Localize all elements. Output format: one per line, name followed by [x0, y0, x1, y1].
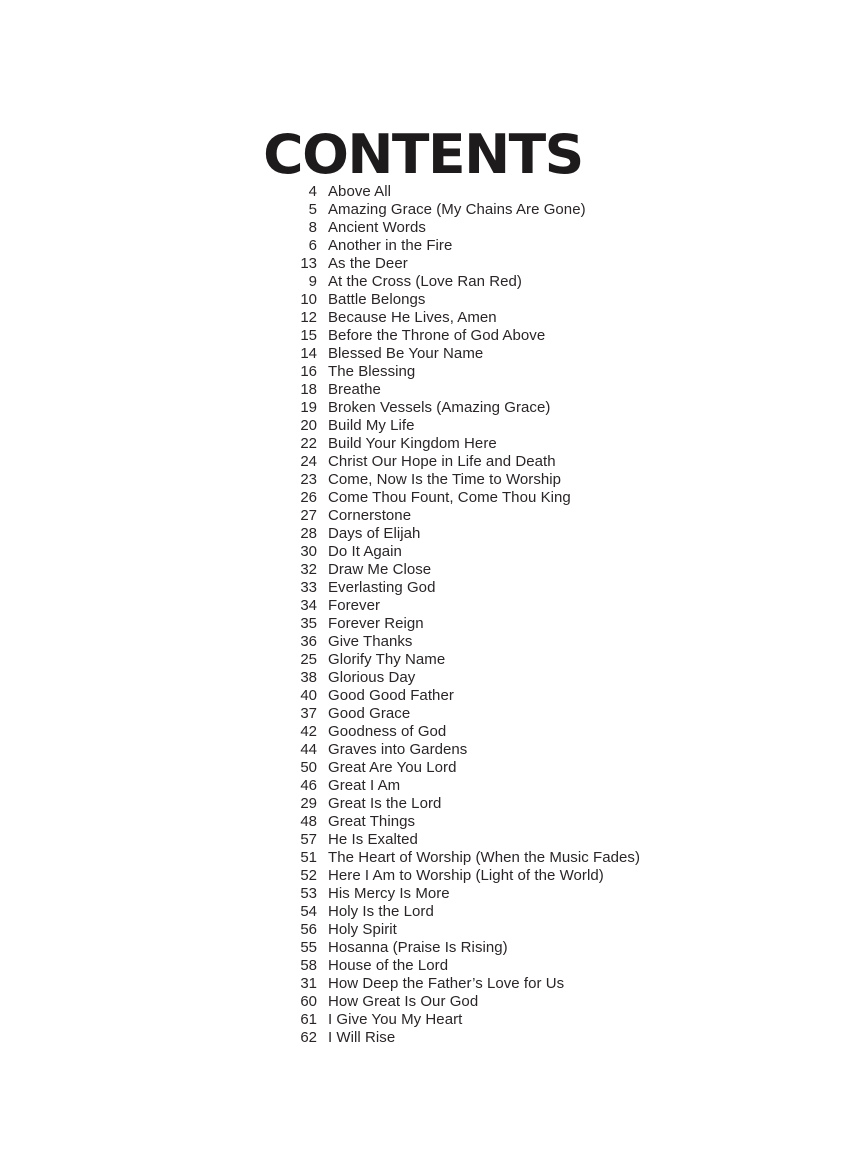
toc-song-title: As the Deer	[328, 255, 408, 272]
toc-page-number: 13	[300, 255, 317, 272]
toc-entry	[280, 345, 640, 363]
toc-page-number: 44	[300, 741, 317, 758]
toc-entry	[280, 399, 640, 417]
toc-song-title: How Deep the Father’s Love for Us	[328, 975, 565, 992]
toc-song-title: Come, Now Is the Time to Worship	[328, 471, 562, 488]
toc-song-title: Before the Throne of God Above	[328, 327, 546, 344]
toc-entry	[280, 993, 640, 1011]
toc-page-number: 5	[308, 201, 317, 218]
toc-song-title: Do It Again	[328, 543, 402, 560]
toc-entry	[280, 903, 640, 921]
toc-page-number: 6	[308, 237, 317, 254]
toc-song-title: Hosanna (Praise Is Rising)	[328, 939, 508, 956]
toc-song-title: Cornerstone	[328, 507, 412, 524]
toc-page-number: 50	[300, 759, 317, 776]
toc-page-number: 48	[300, 813, 317, 830]
toc-entry	[280, 939, 640, 957]
toc-page-number: 33	[300, 579, 317, 596]
toc-song-title: Glorify Thy Name	[328, 651, 446, 668]
toc-page-number: 37	[300, 705, 317, 722]
toc-entry	[280, 417, 640, 435]
toc-entry	[280, 489, 640, 507]
toc-entry	[280, 885, 640, 903]
toc-song-title: Here I Am to Worship (Light of the World)	[328, 867, 604, 884]
toc-page-number: 27	[300, 507, 317, 524]
toc-song-title: Great I Am	[328, 777, 401, 794]
toc-entry	[280, 1011, 640, 1029]
toc-entry	[280, 867, 640, 885]
toc-entry	[280, 471, 640, 489]
toc-entry	[280, 327, 640, 345]
toc-page-number: 4	[308, 183, 317, 200]
toc-entry	[280, 363, 640, 381]
toc-page-number: 8	[308, 219, 317, 236]
toc-song-title: Another in the Fire	[328, 237, 453, 254]
toc-page-number: 61	[300, 1011, 317, 1028]
toc-entry	[280, 651, 640, 669]
toc-page-number: 52	[300, 867, 317, 884]
toc-entry	[280, 723, 640, 741]
toc-page-number: 9	[308, 273, 317, 290]
toc-entry	[280, 381, 640, 399]
toc-entry	[280, 543, 640, 561]
toc-entry	[280, 435, 640, 453]
toc-page-number: 38	[300, 669, 317, 686]
toc-song-title: Build My Life	[328, 417, 415, 434]
toc-entry	[280, 705, 640, 723]
toc-song-title: Breathe	[328, 381, 381, 398]
toc-page-number: 40	[300, 687, 317, 704]
toc-entry	[280, 687, 640, 705]
toc-entry	[280, 615, 640, 633]
toc-entry	[280, 1029, 640, 1047]
toc-entry	[280, 579, 640, 597]
toc-song-title: Ancient Words	[328, 219, 426, 236]
toc-entry	[280, 795, 640, 813]
toc-page-number: 36	[300, 633, 317, 650]
toc-page-number: 22	[300, 435, 317, 452]
toc-page-number: 10	[300, 291, 317, 308]
toc-song-title: Glorious Day	[328, 669, 416, 686]
toc-entry	[280, 453, 640, 471]
toc-song-title: House of the Lord	[328, 957, 449, 974]
toc-entry	[280, 273, 640, 291]
toc-page-number: 54	[300, 903, 317, 920]
toc-page-number: 19	[300, 399, 317, 416]
toc-page-number: 31	[300, 975, 317, 992]
toc-page-number: 55	[300, 939, 317, 956]
toc-song-title: Broken Vessels (Amazing Grace)	[328, 399, 551, 416]
toc-page-number: 12	[300, 309, 317, 326]
toc-entry	[280, 957, 640, 975]
toc-song-title: How Great Is Our God	[328, 993, 479, 1010]
toc-song-title: Build Your Kingdom Here	[328, 435, 497, 452]
toc-song-title: Great Are You Lord	[328, 759, 457, 776]
toc-page-number: 15	[300, 327, 317, 344]
toc-song-title: Draw Me Close	[328, 561, 432, 578]
toc-entry	[280, 921, 640, 939]
toc-song-title: Days of Elijah	[328, 525, 421, 542]
toc-entry	[280, 597, 640, 615]
toc-entry	[280, 237, 640, 255]
toc-page-number: 57	[300, 831, 317, 848]
toc-page-number: 25	[300, 651, 317, 668]
toc-entry	[280, 309, 640, 327]
toc-entry	[280, 813, 640, 831]
toc-page-number: 58	[300, 957, 317, 974]
toc-page-number: 18	[300, 381, 317, 398]
toc-song-title: Everlasting God	[328, 579, 436, 596]
toc-song-title: Christ Our Hope in Life and Death	[328, 453, 556, 470]
toc-page-number: 20	[300, 417, 317, 434]
toc-page-number: 53	[300, 885, 317, 902]
toc-song-title: Battle Belongs	[328, 291, 426, 308]
toc-page-number: 23	[300, 471, 317, 488]
toc-entry	[280, 633, 640, 651]
toc-entry	[280, 291, 640, 309]
toc-entry	[280, 777, 640, 795]
toc-page-number: 51	[300, 849, 317, 866]
page-title: CONTENTS	[263, 123, 583, 187]
toc-entry	[280, 219, 640, 237]
toc-song-title: Good Good Father	[328, 687, 454, 704]
toc-song-title: Blessed Be Your Name	[328, 345, 484, 362]
toc-song-title: At the Cross (Love Ran Red)	[328, 273, 522, 290]
toc-page-number: 60	[300, 993, 317, 1010]
toc-song-title: Great Is the Lord	[328, 795, 442, 812]
toc-entry	[280, 741, 640, 759]
toc-song-title: I Will Rise	[328, 1029, 396, 1046]
toc-song-title: Holy Spirit	[328, 921, 397, 938]
toc-page-number: 29	[300, 795, 317, 812]
toc-entry	[280, 561, 640, 579]
toc-page-number: 14	[300, 345, 317, 362]
toc-entry	[280, 759, 640, 777]
toc-page-number: 28	[300, 525, 317, 542]
toc-entry	[280, 507, 640, 525]
toc-song-title: Above All	[328, 183, 391, 200]
toc-page-number: 46	[300, 777, 317, 794]
toc-song-title: Goodness of God	[328, 723, 447, 740]
toc-page-number: 34	[300, 597, 317, 614]
toc-entry	[280, 201, 640, 219]
toc-song-title: Holy Is the Lord	[328, 903, 434, 920]
toc-page-number: 35	[300, 615, 317, 632]
toc-entry	[280, 849, 640, 867]
toc-page-number: 24	[300, 453, 317, 470]
toc-song-title: Amazing Grace (My Chains Are Gone)	[328, 201, 586, 218]
toc-song-title: Give Thanks	[328, 633, 413, 650]
toc-page-number: 62	[300, 1029, 317, 1046]
toc-song-title: Forever	[328, 597, 381, 614]
toc-page-number: 56	[300, 921, 317, 938]
toc-page-number: 26	[300, 489, 317, 506]
toc-song-title: Come Thou Fount, Come Thou King	[328, 489, 571, 506]
toc-song-title: Because He Lives, Amen	[328, 309, 497, 326]
toc-page-number: 32	[300, 561, 317, 578]
toc-page-number: 42	[300, 723, 317, 740]
toc-song-title: The Heart of Worship (When the Music Fades)	[328, 849, 640, 866]
toc-page-number: 30	[300, 543, 317, 560]
toc-entry	[280, 183, 640, 201]
toc-song-title: Great Things	[328, 813, 416, 830]
toc-page-number: 16	[300, 363, 317, 380]
toc-entry	[280, 255, 640, 273]
toc-song-title: Forever Reign	[328, 615, 424, 632]
toc-entry	[280, 975, 640, 993]
toc-song-title: His Mercy Is More	[328, 885, 450, 902]
toc-song-title: I Give You My Heart	[328, 1011, 463, 1028]
table-of-contents	[280, 183, 640, 1047]
toc-entry	[280, 669, 640, 687]
toc-entry	[280, 831, 640, 849]
toc-song-title: The Blessing	[328, 363, 416, 380]
toc-song-title: He Is Exalted	[328, 831, 418, 848]
toc-entry	[280, 525, 640, 543]
toc-song-title: Graves into Gardens	[328, 741, 468, 758]
toc-song-title: Good Grace	[328, 705, 411, 722]
